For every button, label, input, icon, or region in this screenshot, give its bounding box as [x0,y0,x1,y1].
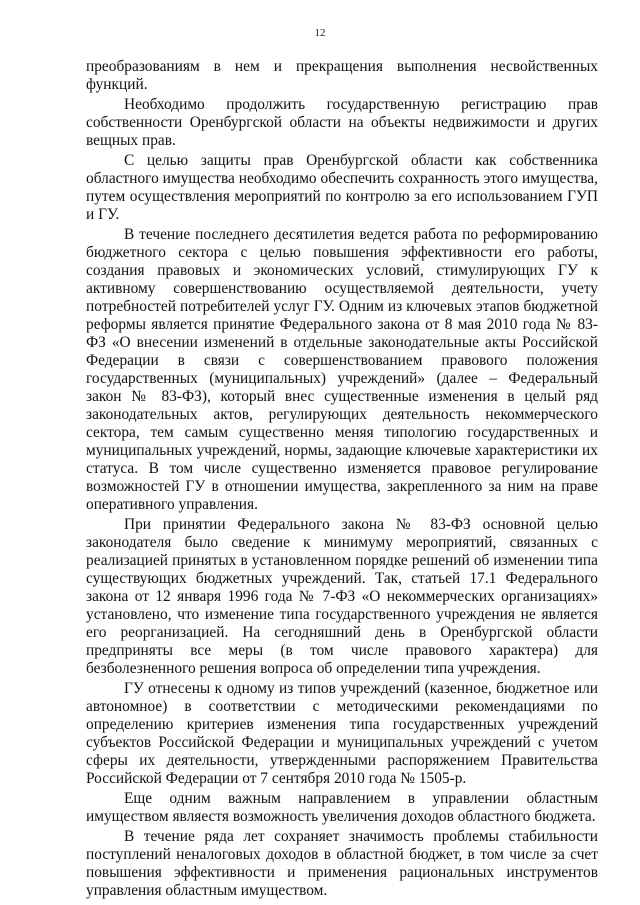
paragraph-institution-types: ГУ отнесены к одному из типов учреждений (казенное, бюджетное или автономное) в соответствии с методическими рекомендациями по определению критериев изменения типа государственных учреждений субъектов Российской Федерации и муниципальных учреждений с учетом сферы их деятельности, утвержденными распоряжением Правительства Российской Федерации от 7 сентября 2010 года № 1505-р. [86,680,598,787]
body-text [86,58,598,900]
paragraph-non-tax-income: В течение ряда лет сохраняет значимость проблемы стабильности поступлений неналоговых доходов в областной бюджет, в том числе за счет повышения эффективности и применения рациональных инструментов управления областным имуществом. [86,828,598,899]
paragraph-budget-revenue: Еще одним важным направлением в управлении областным имуществом являестя возможность увеличения доходов областного бюджета. [86,790,598,825]
paragraph-continuation: преобразованиям в нем и прекращения выполнения несвойственных функций. [86,58,598,93]
paragraph-property-protection: С целью защиты прав Оренбургской области как собственника областного имущества необходимо обеспечить сохранность этого имущества, путем осуществления мероприятий по контролю за его использованием ГУП и ГУ. [86,152,598,223]
page-number: 12 [314,27,326,39]
paragraph-federal-law-83: При принятии Федерального закона № 83-ФЗ основной целью законодателя было сведение к минимуму мероприятий, связанных с реализацией принятых в установленном порядке решений об изменении типа существующих бюджетных учреждений. Так, статьей 17.1 Федерального закона от 12 января 1996 года № 7-ФЗ «О некоммерческих организациях» установлено, что изменение типа государственного учреждения не является его реорганизацией. На сегодняшний день в Оренбургской области предприняты все меры (в том числе правового характера) для безболезненного решения вопроса об определении типа учреждения. [86,516,598,677]
paragraph-budget-reform: В течение последнего десятилетия ведется работа по реформированию бюджетного сектора с целью повышения эффективности его работы, создания правовых и экономических условий, стимулирующих ГУ к активному совершенствованию осуществляемой деятельности, учету потребностей потребителей услуг ГУ. Одним из ключевых этапов бюджетной реформы является принятие Федерального закона от 8 мая 2010 года № 83-ФЗ «О внесении изменений в отдельные законодательные акты Российской Федерации в связи с совершенствованием правового положения государственных (муниципальных) учреждений» (далее – Федеральный закон № 83-ФЗ), который внес существенные изменения в целый ряд законодательных актов, регулирующих деятельность некоммерческого сектора, тем самым существенно меняя типологию государственных и муниципальных учреждений, нормы, задающие ключевые характеристики их статуса. В том числе существенно изменяется правовое регулирование возможностей ГУ в отношении имущества, закрепленного за ним на праве оперативного управления. [86,226,598,513]
paragraph-state-registration: Необходимо продолжить государственную регистрацию прав собственности Оренбургской области на объекты недвижимости и других вещных прав. [86,96,598,149]
